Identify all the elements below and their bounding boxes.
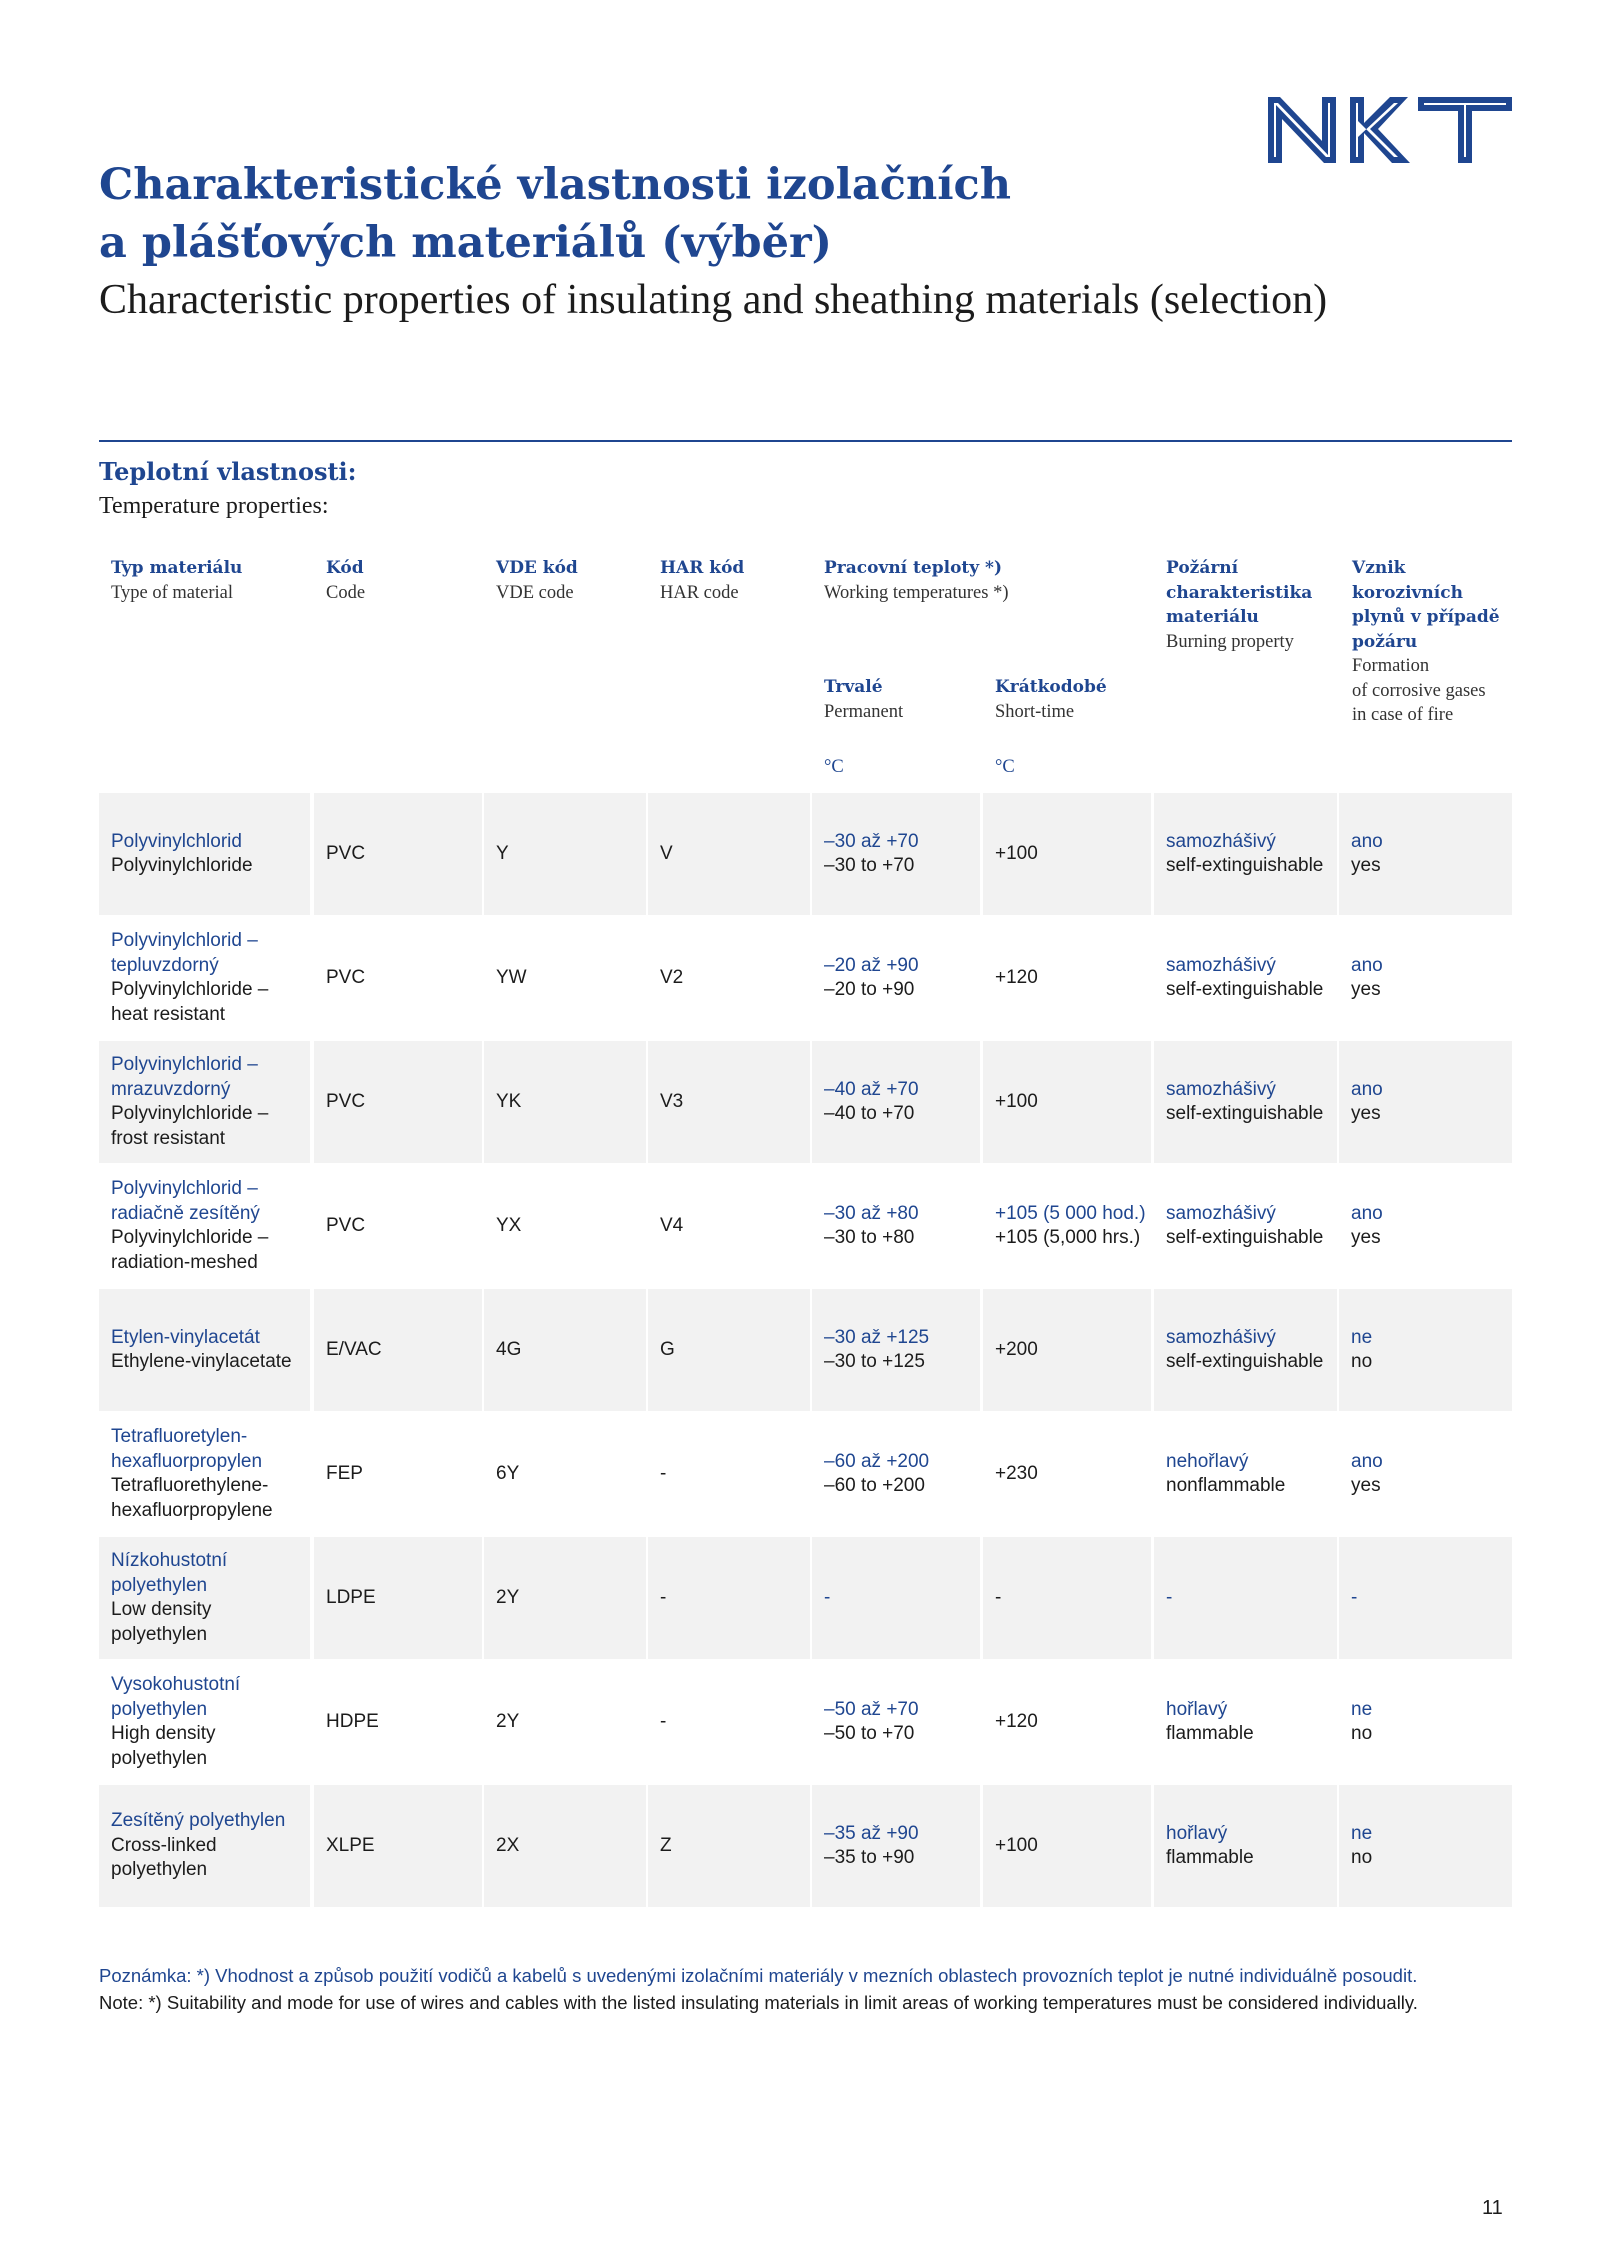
cell-burning-property-english: flammable — [1166, 1723, 1254, 1744]
cell-permanent-temperature-english: –35 to +90 — [824, 1847, 915, 1868]
cell-vde-code-value: 2Y — [496, 1586, 520, 1608]
cell-vde-code — [484, 793, 646, 915]
cell-short-time-temperature-czech: +105 (5 000 hod.) — [995, 1202, 1146, 1224]
cell-har-code — [648, 1661, 810, 1783]
cell-vde-code — [484, 1661, 646, 1783]
cell-code-value: E/VAC — [326, 1338, 382, 1360]
cell-short-time-temperature — [983, 1537, 1151, 1659]
cell-short-time-temperature-english: +120 — [995, 1710, 1038, 1732]
table-row — [99, 1785, 1512, 1909]
cell-corrosive-gases-english: no — [1351, 1723, 1373, 1744]
cell-permanent-temperature-czech: - — [824, 1586, 831, 1608]
cell-type-of-material-czech: Polyvinylchlorid – tepluvzdorný — [111, 930, 258, 976]
cell-code-value: LDPE — [326, 1586, 376, 1608]
cell-har-code — [648, 1537, 810, 1659]
cell-corrosive-gases-czech: - — [1351, 1586, 1358, 1608]
cell-corrosive-gases — [1339, 1785, 1512, 1907]
cell-corrosive-gases — [1339, 1165, 1512, 1287]
cell-corrosive-gases — [1339, 1289, 1512, 1411]
cell-burning-property — [1154, 1537, 1337, 1659]
cell-code — [314, 1661, 482, 1783]
cell-code-value: PVC — [326, 1214, 366, 1236]
cell-permanent-temperature-czech: –40 až +70 — [824, 1078, 919, 1100]
cell-code-value: XLPE — [326, 1834, 375, 1856]
table-row — [99, 1041, 1512, 1165]
cell-vde-code — [484, 1165, 646, 1287]
cell-vde-code — [484, 1041, 646, 1163]
cell-corrosive-gases-english: no — [1351, 1351, 1373, 1372]
cell-permanent-temperature — [812, 1661, 980, 1783]
cell-burning-property-czech: samozhášivý — [1166, 830, 1276, 852]
cell-corrosive-gases — [1339, 1537, 1512, 1659]
cell-corrosive-gases — [1339, 1041, 1512, 1163]
cell-code-value: PVC — [326, 842, 366, 864]
cell-corrosive-gases-english: yes — [1351, 1475, 1381, 1496]
cell-burning-property-czech: samozhášivý — [1166, 1326, 1276, 1348]
nkt-logo — [1268, 97, 1512, 163]
header-type: Typ materiálu Type of material — [111, 558, 243, 603]
cell-har-code — [648, 1041, 810, 1163]
cell-burning-property-english: nonflammable — [1166, 1475, 1286, 1496]
cell-type-of-material-english: Ethylene-vinylacetate — [111, 1351, 292, 1372]
cell-burning-property — [1154, 917, 1337, 1039]
cell-vde-code — [484, 1413, 646, 1535]
cell-har-code-value: V — [660, 842, 673, 864]
cell-burning-property — [1154, 1661, 1337, 1783]
cell-permanent-temperature — [812, 917, 980, 1039]
header-short-time: Krátkodobé Short-time — [995, 677, 1107, 722]
header-har: HAR kód HAR code — [660, 558, 745, 603]
cell-burning-property-english: self-extinguishable — [1166, 979, 1324, 1000]
cell-code — [314, 1165, 482, 1287]
cell-burning-property-czech: hořlavý — [1166, 1698, 1228, 1720]
cell-burning-property — [1154, 1165, 1337, 1287]
unit-short-time: °C — [995, 757, 1015, 777]
cell-vde-code-value: 4G — [496, 1338, 522, 1360]
cell-burning-property — [1154, 1041, 1337, 1163]
cell-burning-property-czech: - — [1166, 1586, 1173, 1608]
cell-corrosive-gases-english: yes — [1351, 855, 1381, 876]
cell-type-of-material — [99, 1041, 310, 1163]
cell-type-of-material-czech: Vysokohustotní polyethylen — [111, 1674, 241, 1720]
cell-har-code — [648, 1165, 810, 1287]
table-row — [99, 1289, 1512, 1413]
cell-type-of-material — [99, 1537, 310, 1659]
cell-corrosive-gases — [1339, 917, 1512, 1039]
cell-vde-code-value: YK — [496, 1090, 522, 1112]
cell-permanent-temperature — [812, 1785, 980, 1907]
cell-short-time-temperature-english: +100 — [995, 1834, 1038, 1856]
cell-code-value: PVC — [326, 966, 366, 988]
cell-type-of-material-english: Polyvinylchloride — [111, 855, 253, 876]
header-working-temperatures: Pracovní teploty *) Working temperatures *) — [824, 558, 1009, 603]
table-row — [99, 793, 1512, 917]
cell-burning-property-english: flammable — [1166, 1847, 1254, 1868]
table-row — [99, 1165, 1512, 1289]
cell-type-of-material-czech: Zesítěný polyethylen — [111, 1810, 286, 1832]
cell-type-of-material-english: Polyvinylchloride – radiation-meshed — [111, 1227, 269, 1273]
cell-vde-code — [484, 1785, 646, 1907]
cell-permanent-temperature-czech: –50 až +70 — [824, 1698, 919, 1720]
cell-corrosive-gases-czech: ne — [1351, 1698, 1373, 1720]
cell-type-of-material — [99, 793, 310, 915]
cell-vde-code — [484, 1537, 646, 1659]
cell-type-of-material-english: Low density polyethylen — [111, 1599, 212, 1645]
cell-permanent-temperature-english: –60 to +200 — [824, 1475, 925, 1496]
cell-burning-property — [1154, 793, 1337, 915]
page-title-english: Characteristic properties of insulating and sheathing materials (selection) — [99, 277, 1328, 323]
cell-type-of-material-czech: Polyvinylchlorid – mrazuvzdorný — [111, 1054, 258, 1100]
cell-permanent-temperature — [812, 1041, 980, 1163]
cell-short-time-temperature-english: +105 (5,000 hrs.) — [995, 1227, 1141, 1248]
cell-permanent-temperature-english: –30 to +80 — [824, 1227, 915, 1248]
cell-vde-code-value: 2X — [496, 1834, 520, 1856]
cell-permanent-temperature-english: –30 to +70 — [824, 855, 915, 876]
cell-type-of-material — [99, 1413, 310, 1535]
cell-har-code — [648, 917, 810, 1039]
cell-burning-property — [1154, 1785, 1337, 1907]
cell-permanent-temperature-czech: –20 až +90 — [824, 954, 919, 976]
cell-corrosive-gases — [1339, 1661, 1512, 1783]
cell-permanent-temperature — [812, 1537, 980, 1659]
cell-har-code-value: Z — [660, 1834, 672, 1856]
cell-code — [314, 1041, 482, 1163]
cell-type-of-material-english: Polyvinylchloride – frost resistant — [111, 1103, 269, 1149]
cell-har-code — [648, 1289, 810, 1411]
cell-burning-property-czech: samozhášivý — [1166, 954, 1276, 976]
cell-vde-code-value: YW — [496, 966, 527, 988]
header-vde: VDE kód VDE code — [496, 558, 578, 603]
cell-vde-code-value: Y — [496, 842, 509, 864]
footnote-czech: Poznámka: *) Vhodnost a způsob použití vodičů a kabelů s uvedenými izolačními materiály v mezních oblastech provozních teplot je nutné individuálně posoudit. — [99, 1965, 1418, 1986]
cell-vde-code-value: 6Y — [496, 1462, 520, 1484]
unit-permanent: °C — [824, 757, 844, 777]
cell-burning-property-czech: hořlavý — [1166, 1822, 1228, 1844]
section-heading-english: Temperature properties: — [99, 493, 329, 519]
cell-vde-code-value: YX — [496, 1214, 522, 1236]
cell-vde-code — [484, 917, 646, 1039]
header-permanent: Trvalé Permanent — [824, 677, 904, 722]
cell-har-code — [648, 793, 810, 915]
cell-code-value: PVC — [326, 1090, 366, 1112]
cell-short-time-temperature — [983, 1785, 1151, 1907]
cell-burning-property-english: self-extinguishable — [1166, 1351, 1324, 1372]
cell-corrosive-gases-english: yes — [1351, 1103, 1381, 1124]
cell-permanent-temperature — [812, 1165, 980, 1287]
cell-short-time-temperature-english: +100 — [995, 842, 1038, 864]
cell-vde-code-value: 2Y — [496, 1710, 520, 1732]
cell-short-time-temperature — [983, 1165, 1151, 1287]
cell-type-of-material-english: Tetrafluorethylene-hexafluorpropylene — [111, 1475, 273, 1521]
cell-burning-property-czech: samozhášivý — [1166, 1202, 1276, 1224]
cell-type-of-material-czech: Tetrafluoretylen-hexafluorpropylen — [111, 1426, 263, 1472]
cell-short-time-temperature — [983, 917, 1151, 1039]
cell-type-of-material-english: Cross-linked polyethylen — [111, 1834, 217, 1881]
cell-type-of-material-czech: Etylen-vinylacetát — [111, 1326, 260, 1348]
cell-corrosive-gases-czech: ne — [1351, 1822, 1373, 1844]
footnote-english: Note: *) Suitability and mode for use of wires and cables with the listed insulating materials in limit areas of working temperatures must be considered individually. — [99, 1992, 1418, 2013]
cell-har-code-value: - — [660, 1586, 667, 1608]
page-title-czech: Charakteristické vlastnosti izolačních a plášťových materiálů (výběr) — [99, 160, 1012, 268]
cell-permanent-temperature-english: –20 to +90 — [824, 979, 915, 1000]
cell-short-time-temperature — [983, 1413, 1151, 1535]
cell-corrosive-gases-english: yes — [1351, 979, 1381, 1000]
cell-short-time-temperature-english: - — [995, 1586, 1002, 1608]
cell-burning-property-czech: nehořlavý — [1166, 1450, 1249, 1472]
cell-burning-property-english: self-extinguishable — [1166, 1103, 1324, 1124]
cell-har-code-value: V3 — [660, 1090, 684, 1112]
cell-short-time-temperature — [983, 793, 1151, 915]
cell-burning-property — [1154, 1413, 1337, 1535]
cell-permanent-temperature-czech: –30 až +125 — [824, 1326, 930, 1348]
cell-type-of-material — [99, 1785, 310, 1907]
cell-corrosive-gases — [1339, 1413, 1512, 1535]
cell-short-time-temperature — [983, 1041, 1151, 1163]
cell-code — [314, 1785, 482, 1907]
page-number: 11 — [1482, 2197, 1503, 2219]
cell-corrosive-gases-czech: ano — [1351, 1450, 1383, 1472]
cell-short-time-temperature-english: +200 — [995, 1338, 1038, 1360]
section-heading-czech: Teplotní vlastnosti: — [99, 457, 357, 486]
cell-type-of-material-czech: Polyvinylchlorid — [111, 830, 242, 852]
cell-burning-property-english: self-extinguishable — [1166, 1227, 1324, 1248]
cell-corrosive-gases-czech: ne — [1351, 1326, 1373, 1348]
cell-har-code-value: G — [660, 1338, 675, 1360]
cell-permanent-temperature-czech: –35 až +90 — [824, 1822, 919, 1844]
cell-corrosive-gases-english: yes — [1351, 1227, 1381, 1248]
cell-permanent-temperature-czech: –30 až +70 — [824, 830, 919, 852]
cell-corrosive-gases-czech: ano — [1351, 1078, 1383, 1100]
cell-type-of-material — [99, 1289, 310, 1411]
cell-short-time-temperature-english: +100 — [995, 1090, 1038, 1112]
cell-code — [314, 917, 482, 1039]
cell-burning-property-czech: samozhášivý — [1166, 1078, 1276, 1100]
cell-short-time-temperature — [983, 1289, 1151, 1411]
cell-permanent-temperature-czech: –60 až +200 — [824, 1450, 930, 1472]
cell-permanent-temperature-czech: –30 až +80 — [824, 1202, 919, 1224]
table-row — [99, 1413, 1512, 1537]
title-divider — [99, 440, 1512, 442]
cell-har-code-value: V2 — [660, 966, 684, 988]
cell-short-time-temperature-english: +120 — [995, 966, 1038, 988]
cell-permanent-temperature-english: –30 to +125 — [824, 1351, 925, 1372]
header-code: Kód Code — [326, 558, 366, 603]
cell-code — [314, 793, 482, 915]
cell-permanent-temperature — [812, 1289, 980, 1411]
cell-short-time-temperature — [983, 1661, 1151, 1783]
cell-type-of-material — [99, 1661, 310, 1783]
properties-table — [99, 793, 1512, 1909]
cell-corrosive-gases-czech: ano — [1351, 1202, 1383, 1224]
cell-permanent-temperature-english: –50 to +70 — [824, 1723, 915, 1744]
cell-code — [314, 1537, 482, 1659]
cell-burning-property — [1154, 1289, 1337, 1411]
cell-har-code — [648, 1413, 810, 1535]
cell-corrosive-gases-czech: ano — [1351, 830, 1383, 852]
cell-code — [314, 1289, 482, 1411]
cell-type-of-material — [99, 1165, 310, 1287]
cell-corrosive-gases-czech: ano — [1351, 954, 1383, 976]
cell-permanent-temperature-english: –40 to +70 — [824, 1103, 915, 1124]
table-row — [99, 1537, 1512, 1661]
cell-har-code-value: - — [660, 1710, 667, 1732]
cell-vde-code — [484, 1289, 646, 1411]
cell-permanent-temperature — [812, 1413, 980, 1535]
cell-corrosive-gases-english: no — [1351, 1847, 1373, 1868]
cell-type-of-material-czech: Nízkohustotní polyethylen — [111, 1550, 228, 1596]
cell-har-code-value: - — [660, 1462, 667, 1484]
header-burning-property: Požární charakteristika materiálu Burning property — [1166, 558, 1313, 652]
cell-corrosive-gases — [1339, 793, 1512, 915]
header-corrosive-gases: Vznik korozivních plynů v případě požáru Formation of corrosive gases in case of fire — [1352, 558, 1500, 725]
cell-permanent-temperature — [812, 793, 980, 915]
cell-type-of-material-english: High density polyethylen — [111, 1723, 216, 1769]
cell-burning-property-english: self-extinguishable — [1166, 855, 1324, 876]
cell-code — [314, 1413, 482, 1535]
cell-type-of-material-czech: Polyvinylchlorid – radiačně zesítěný — [111, 1178, 260, 1224]
cell-har-code — [648, 1785, 810, 1907]
cell-type-of-material-english: Polyvinylchloride – heat resistant — [111, 979, 269, 1025]
cell-har-code-value: V4 — [660, 1214, 684, 1236]
table-row — [99, 917, 1512, 1041]
cell-short-time-temperature-english: +230 — [995, 1462, 1038, 1484]
cell-type-of-material — [99, 917, 310, 1039]
table-row — [99, 1661, 1512, 1785]
cell-code-value: FEP — [326, 1462, 363, 1484]
cell-code-value: HDPE — [326, 1710, 379, 1732]
